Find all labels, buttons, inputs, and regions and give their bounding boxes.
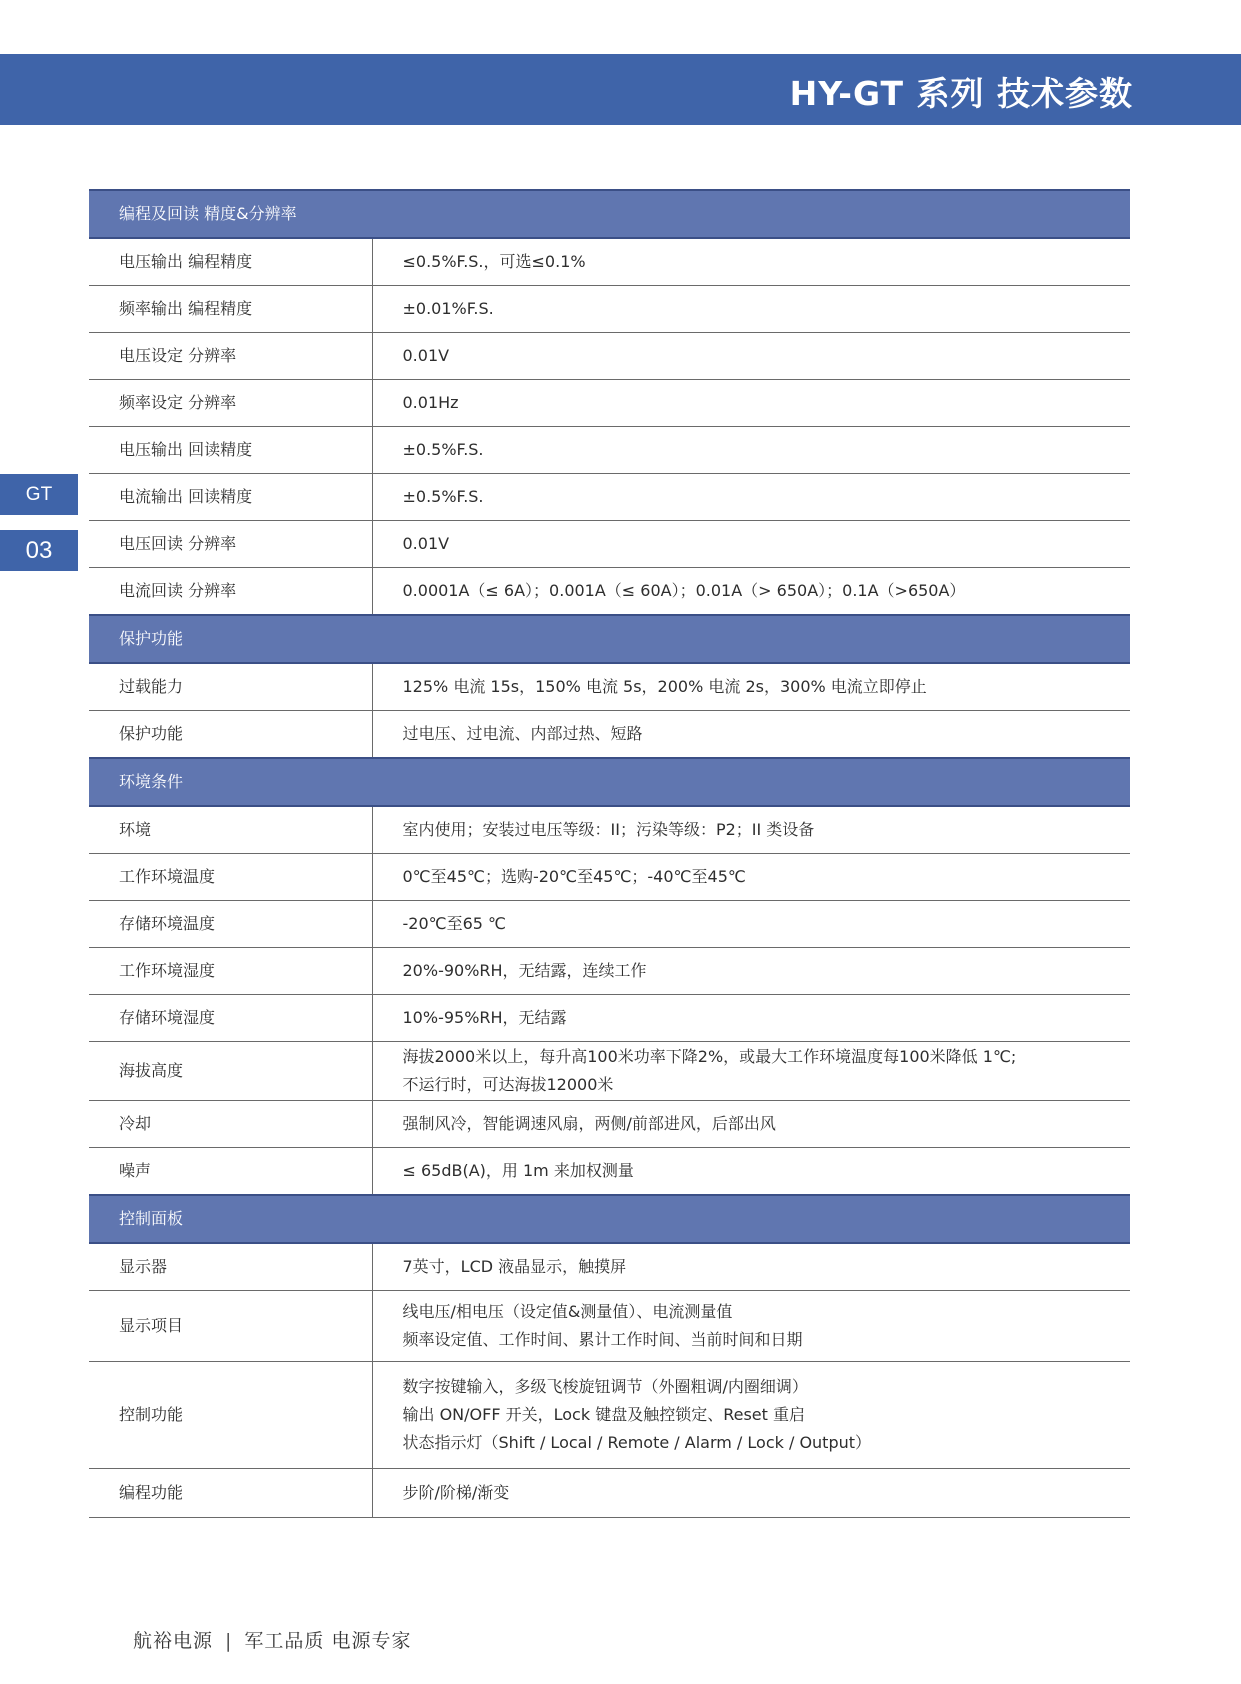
table-row [89, 333, 1130, 380]
footer [133, 1626, 411, 1653]
row-value: ±0.5%F.S. [372, 474, 1130, 521]
row-value: 10%-95%RH，无结露 [372, 995, 1130, 1042]
row-value: -20℃至65 ℃ [372, 901, 1130, 948]
row-label: 电压输出 回读精度 [89, 427, 372, 474]
row-value [372, 1291, 1130, 1362]
row-label: 工作环境温度 [89, 854, 372, 901]
spec-table [89, 189, 1130, 1518]
value-line: 海拔2000米以上，每升高100米功率下降2%，或最大工作环境温度每100米降低 1℃; [402, 1047, 1017, 1066]
row-label: 存储环境湿度 [89, 995, 372, 1042]
row-label: 电压设定 分辨率 [89, 333, 372, 380]
value-line: 频率设定值、工作时间、累计工作时间、当前时间和日期 [402, 1330, 803, 1349]
table-row [89, 1101, 1130, 1148]
table-row [89, 521, 1130, 568]
row-label: 编程功能 [89, 1469, 372, 1518]
table-row [89, 474, 1130, 521]
row-value: 125% 电流 15s，150% 电流 5s，200% 电流 2s，300% 电流立即停止 [372, 663, 1130, 711]
table-row [89, 1362, 1130, 1469]
row-value: ±0.5%F.S. [372, 427, 1130, 474]
row-value: 0.0001A（≤ 6A）；0.001A（≤ 60A）；0.01A（> 650A）；0.1A（>650A） [372, 568, 1130, 616]
row-label: 频率设定 分辨率 [89, 380, 372, 427]
table-row [89, 948, 1130, 995]
value-line: 输出 ON/OFF 开关，Lock 键盘及触控锁定、Reset 重启 [402, 1405, 805, 1424]
table-row [89, 806, 1130, 854]
row-label: 显示器 [89, 1243, 372, 1291]
value-line: 数字按键输入，多级飞梭旋钮调节（外圈粗调/内圈细调） [402, 1377, 808, 1396]
row-label: 显示项目 [89, 1291, 372, 1362]
table-row [89, 901, 1130, 948]
table-row [89, 663, 1130, 711]
row-label: 电压回读 分辨率 [89, 521, 372, 568]
header-band [0, 54, 1241, 125]
table-row [89, 1148, 1130, 1196]
footer-brand: 航裕电源 [133, 1630, 214, 1652]
section-title: 编程及回读 精度&分辨率 [89, 190, 1130, 238]
row-label: 电压输出 编程精度 [89, 238, 372, 286]
row-value: 强制风冷，智能调速风扇，两侧/前部进风，后部出风 [372, 1101, 1130, 1148]
row-value: 过电压、过电流、内部过热、短路 [372, 711, 1130, 759]
row-label: 海拔高度 [89, 1042, 372, 1101]
row-value: 室内使用；安装过电压等级：II；污染等级：P2；II 类设备 [372, 806, 1130, 854]
table-row [89, 1291, 1130, 1362]
table-row [89, 427, 1130, 474]
row-label: 电流输出 回读精度 [89, 474, 372, 521]
section-header [89, 190, 1130, 238]
row-label: 噪声 [89, 1148, 372, 1196]
series-tag: GT [0, 474, 78, 515]
row-value: ≤ 65dB(A)，用 1m 来加权测量 [372, 1148, 1130, 1196]
row-value: 20%-90%RH，无结露，连续工作 [372, 948, 1130, 995]
row-label: 存储环境温度 [89, 901, 372, 948]
table-row [89, 1042, 1130, 1101]
table-row [89, 995, 1130, 1042]
row-label: 环境 [89, 806, 372, 854]
row-value: 步阶/阶梯/渐变 [372, 1469, 1130, 1518]
row-value [372, 1042, 1130, 1101]
row-label: 频率输出 编程精度 [89, 286, 372, 333]
table-row [89, 238, 1130, 286]
row-label: 工作环境湿度 [89, 948, 372, 995]
table-row [89, 286, 1130, 333]
page-title: HY-GT 系列 技术参数 [789, 74, 1133, 113]
footer-slogan: 军工品质 电源专家 [244, 1630, 412, 1652]
table-row [89, 1469, 1130, 1518]
row-label: 控制功能 [89, 1362, 372, 1469]
row-label: 冷却 [89, 1101, 372, 1148]
table-row [89, 568, 1130, 616]
row-value: 0.01V [372, 521, 1130, 568]
value-line: 线电压/相电压（设定值&测量值）、电流测量值 [402, 1302, 733, 1321]
section-header [89, 615, 1130, 663]
row-label: 过载能力 [89, 663, 372, 711]
section-title: 环境条件 [89, 758, 1130, 806]
section-header [89, 1195, 1130, 1243]
row-value: ≤0.5%F.S.，可选≤0.1% [372, 238, 1130, 286]
row-value: 0.01V [372, 333, 1130, 380]
row-label: 保护功能 [89, 711, 372, 759]
row-value: 7英寸，LCD 液晶显示，触摸屏 [372, 1243, 1130, 1291]
footer-separator: | [225, 1630, 233, 1652]
table-row [89, 1243, 1130, 1291]
section-title: 保护功能 [89, 615, 1130, 663]
table-row [89, 854, 1130, 901]
table-row [89, 380, 1130, 427]
row-value: 0℃至45℃；选购-20℃至45℃；-40℃至45℃ [372, 854, 1130, 901]
table-row [89, 711, 1130, 759]
row-value: ±0.01%F.S. [372, 286, 1130, 333]
page-number: 03 [0, 530, 78, 571]
row-value [372, 1362, 1130, 1469]
row-label: 电流回读 分辨率 [89, 568, 372, 616]
section-header [89, 758, 1130, 806]
value-line: 不运行时，可达海拔12000米 [402, 1075, 614, 1094]
section-title: 控制面板 [89, 1195, 1130, 1243]
value-line: 状态指示灯（Shift / Local / Remote / Alarm / Lock / Output） [402, 1433, 872, 1452]
row-value: 0.01Hz [372, 380, 1130, 427]
